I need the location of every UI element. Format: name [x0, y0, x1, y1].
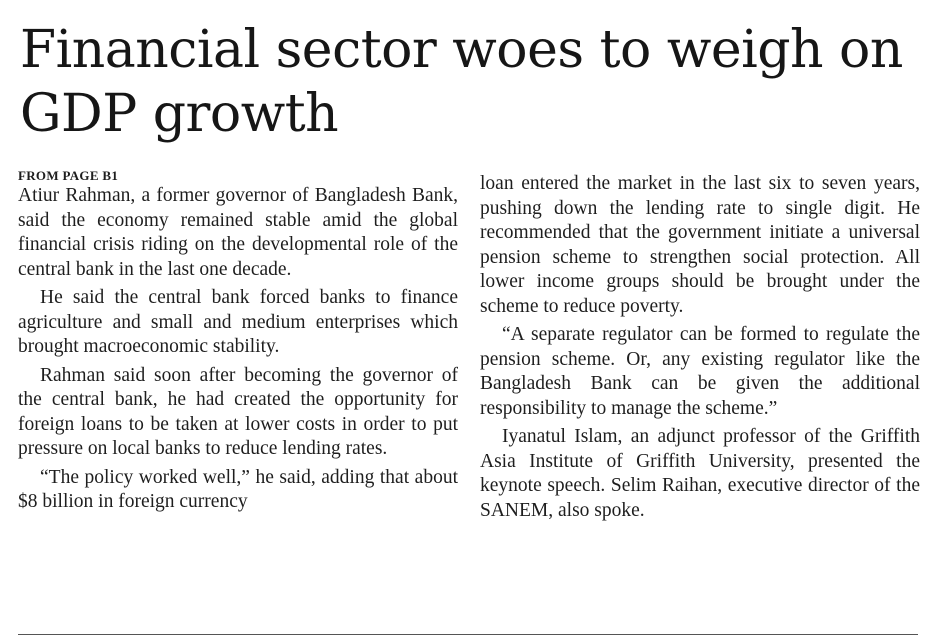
paragraph: “A separate regulator can be formed to regulate the pension scheme. Or, any existing regulator like the Bangladesh Bank can be given the additional responsibility to manage the scheme.” [480, 324, 920, 419]
paragraph: “The policy worked well,” he said, adding that about $8 billion in foreign currency [18, 466, 458, 512]
article-column-right [480, 172, 920, 527]
paragraph: Atiur Rahman, a former governor of Bangladesh Bank, said the economy remained stable amid the global financial crisis riding on the developmental role of the central bank in the last one decade. [18, 185, 458, 280]
paragraph: He said the central bank forced banks to finance agriculture and small and medium enterprises which brought macroeconomic stability. [18, 287, 458, 357]
paragraph: Rahman said soon after becoming the governor of the central bank, he had created the opportunity for foreign loans to be taken at lower costs in order to put pressure on local banks to reduce lending rates. [18, 364, 458, 459]
article-column-left [18, 168, 458, 519]
headline: Financial sector woes to weigh on GDP growth [20, 20, 903, 144]
paragraph: loan entered the market in the last six to seven years, pushing down the lending rate to single digit. He recommended that the government initiate a universal pension scheme to strengthen social protection. All lower income groups should be brought under the scheme to reduce poverty. [480, 173, 920, 317]
bottom-divider [18, 634, 918, 635]
paragraph: Iyanatul Islam, an adjunct professor of the Griffith Asia Institute of Griffith University, presented the keynote speech. Selim Raihan, executive director of the SANEM, also spoke. [480, 426, 920, 521]
continuation-kicker: FROM PAGE B1 [18, 168, 119, 183]
